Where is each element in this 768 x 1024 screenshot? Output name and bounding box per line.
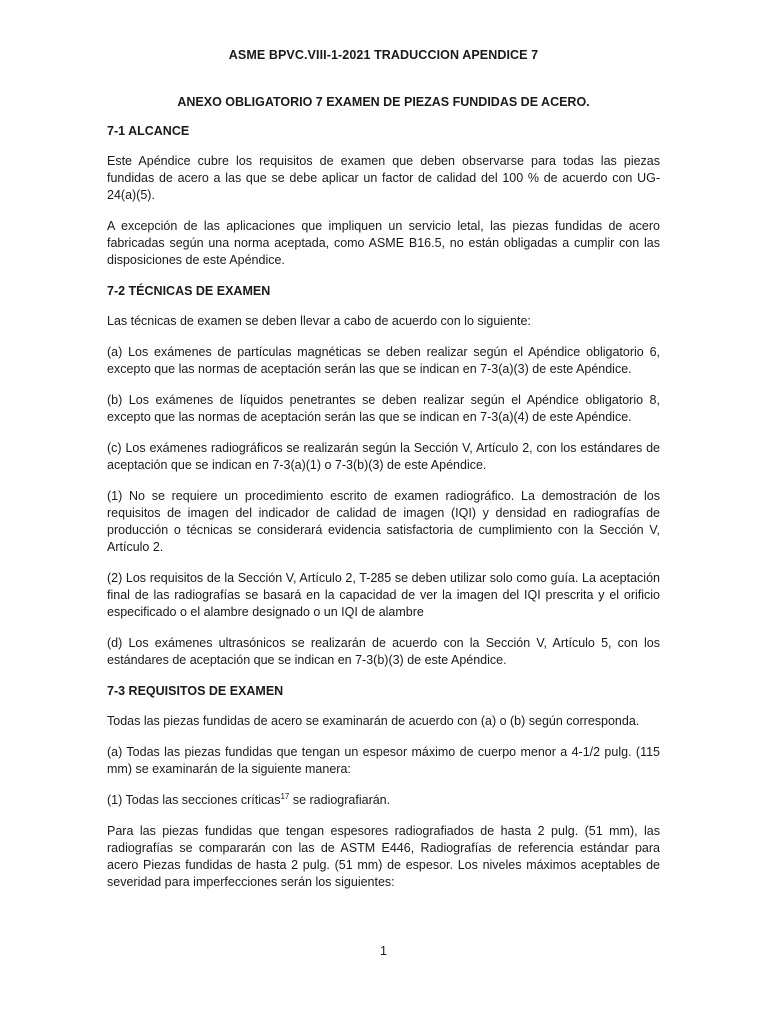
section-heading-7-3: 7-3 REQUISITOS DE EXAMEN	[107, 684, 284, 698]
document-title: ASME BPVC.VIII-1-2021 TRADUCCION APENDICE 7	[228, 48, 539, 62]
section-heading-7-2: 7-2 TÉCNICAS DE EXAMEN	[107, 284, 271, 298]
paragraph: (a) Todas las piezas fundidas que tengan un espesor máximo de cuerpo menor a 4-1/2 pulg. (115 mm) se examinarán de la siguiente manera:	[107, 745, 660, 776]
paragraph: Todas las piezas fundidas de acero se examinarán de acuerdo con (a) o (b) según corresponda.	[107, 714, 640, 728]
paragraph: Este Apéndice cubre los requisitos de examen que deben observarse para todas las piezas fundidas de acero a las que se debe aplicar un factor de calidad del 100 % de acuerdo con UG-24(a)(5).	[107, 154, 660, 202]
paragraph: A excepción de las aplicaciones que impliquen un servicio letal, las piezas fundidas de acero fabricadas según una norma aceptada, como ASME B16.5, no están obligadas a cumplir con las disposiciones de este Apéndice.	[107, 219, 660, 267]
paragraph: (d) Los exámenes ultrasónicos se realizarán de acuerdo con la Sección V, Artículo 5, con los estándares de aceptación que se indican en 7-3(b)(3) de este Apéndice.	[107, 636, 660, 667]
paragraph: (c) Los exámenes radiográficos se realizarán según la Sección V, Artículo 2, con los estándares de aceptación que se indican en 7-3(a)(1) o 7-3(b)(3) de este Apéndice.	[107, 441, 660, 472]
paragraph-text: (1) Todas las secciones críticas	[107, 793, 281, 807]
paragraph: (1) No se requiere un procedimiento escrito de examen radiográfico. La demostración de los requisitos de imagen del indicador de calidad de imagen (IQI) y densidad en radiografías de producción o técnicas se considerará evidencia satisfactoria de cumplimiento con la Sección V, Artículo 2.	[107, 489, 660, 554]
paragraph-footnote-ref	[107, 792, 660, 809]
section-heading-7-1: 7-1 ALCANCE	[107, 124, 190, 138]
paragraph-text: se radiografiarán.	[289, 793, 391, 807]
paragraph: (2) Los requisitos de la Sección V, Artículo 2, T-285 se deben utilizar solo como guía. La aceptación final de las radiografías se basará en la capacidad de ver la imagen del IQI prescrita y el orificio especificado o el alambre designado o un IQI de alambre	[107, 571, 660, 619]
footnote-marker: 17	[280, 791, 290, 801]
paragraph: Las técnicas de examen se deben llevar a cabo de acuerdo con lo siguiente:	[107, 314, 531, 328]
document-body	[107, 123, 660, 905]
page-number: 1	[380, 944, 387, 958]
paragraph: (b) Los exámenes de líquidos penetrantes se deben realizar según el Apéndice obligatorio 8, excepto que las normas de aceptación serán las que se indican en 7-3(a)(4) de este Apéndice.	[107, 393, 660, 424]
annex-title: ANEXO OBLIGATORIO 7 EXAMEN DE PIEZAS FUNDIDAS DE ACERO.	[177, 95, 590, 109]
paragraph: (a) Los exámenes de partículas magnéticas se deben realizar según el Apéndice obligatorio 6, excepto que las normas de aceptación serán las que se indican en 7-3(a)(3) de este Apéndice.	[107, 345, 660, 376]
paragraph: Para las piezas fundidas que tengan espesores radiografiados de hasta 2 pulg. (51 mm), las radiografías se compararán con las de ASTM E446, Radiografías de referencia estándar para acero Piezas fundidas de hasta 2 pulg. (51 mm) de espesor. Los niveles máximos aceptables de severidad para imperfecciones serán los siguientes:	[107, 824, 660, 889]
